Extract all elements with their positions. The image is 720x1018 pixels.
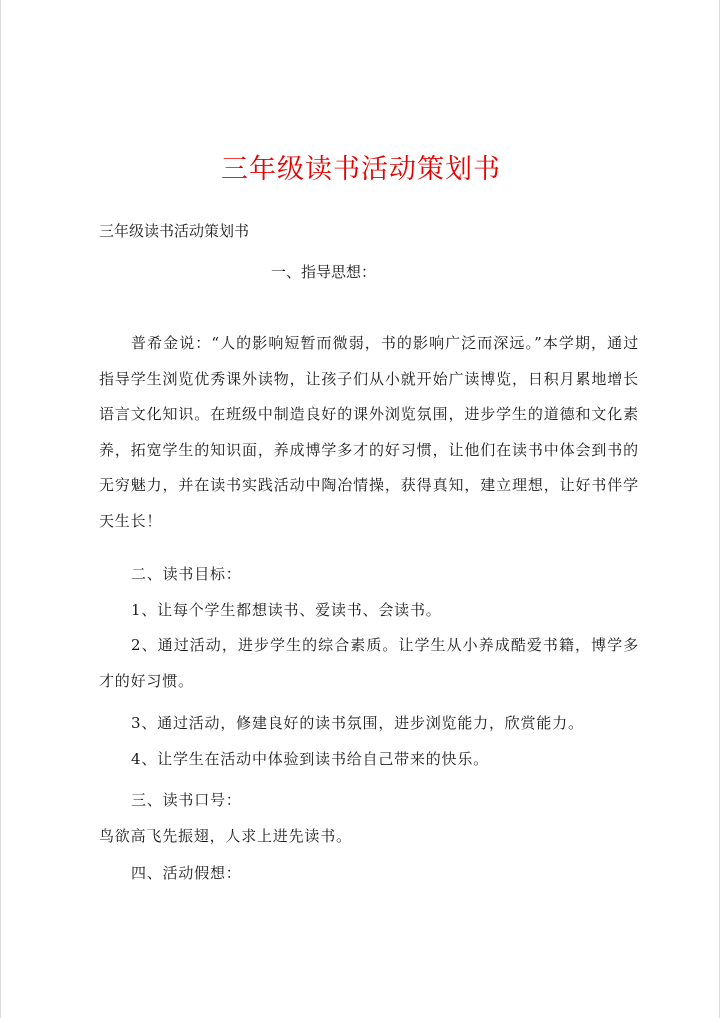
section-heading-reading-goals: 二、读书目标：	[131, 565, 242, 583]
intro-paragraph: 普希金说：“人的影响短暂而微弱，书的影响广泛而深远。”本学期，通过指导学生浏览优秀课外读物，让孩子们从小就开始广读博览，日积月累地增长语言文化知识。在班级中制造良好的课外浏览氛围，进步学生的道德和文化素养，拓宽学生的知识面，养成博学多才的好习惯，让他们在读书中体会到书的无穷魅力，并在读书实践活动中陶冶情操，获得真知，建立理想，让好书伴学天生长！	[99, 334, 639, 530]
goal-item-4: 4、让学生在活动中体验到读书给自己带来的快乐。	[131, 750, 489, 768]
goal-item-1: 1、让每个学生都想读书、爱读书、会读书。	[131, 601, 442, 619]
section-heading-reading-slogan: 三、读书口号：	[131, 791, 242, 809]
document-title: 三年级读书活动策划书	[221, 154, 501, 185]
goal-item-3: 3、通过活动，修建良好的读书氛围，进步浏览能力，欣赏能力。	[131, 714, 584, 732]
slogan-text: 鸟欲高飞先振翅，人求上进先读书。	[99, 827, 352, 845]
section-heading-activity-plan: 四、活动假想：	[131, 864, 242, 882]
goal-item-2: 2、通过活动，进步学生的综合素质。让学生从小养成酷爱书籍，博学多才的好习惯。	[99, 636, 639, 690]
document-subtitle: 三年级读书活动策划书	[99, 222, 250, 240]
section-heading-guiding-ideology: 一、指导思想：	[271, 263, 377, 281]
